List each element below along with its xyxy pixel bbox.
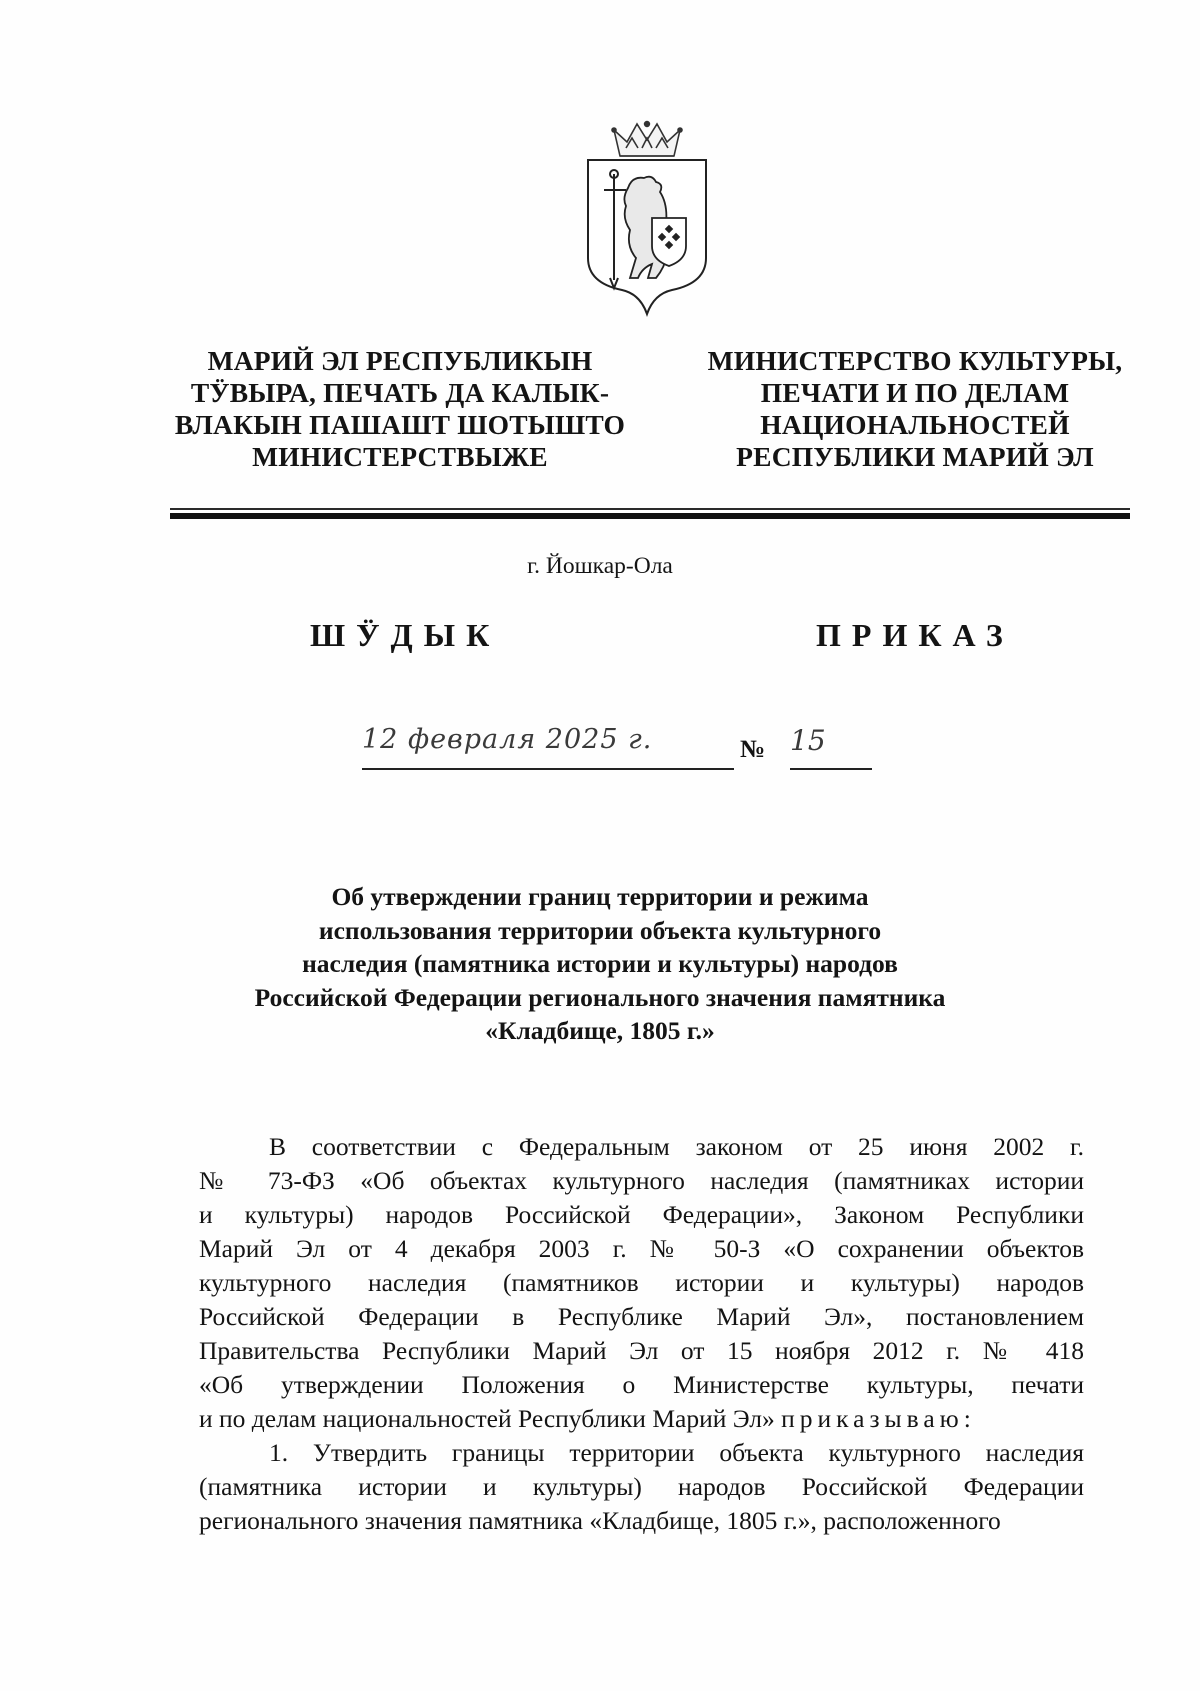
header-russian-line: РЕСПУБЛИКИ МАРИЙ ЭЛ bbox=[736, 441, 1094, 472]
header-mari-line: МАРИЙ ЭЛ РЕСПУБЛИКЫН bbox=[207, 345, 593, 376]
header-mari-line: ТӰВЫРА, ПЕЧАТЬ ДА КАЛЫК- bbox=[190, 377, 610, 408]
header-mari bbox=[165, 345, 635, 473]
body-line: (памятника истории и культуры) народов Российской Федерации bbox=[199, 1472, 1084, 1501]
city-name: г. Йошкар-Ола bbox=[527, 553, 673, 579]
body-line-with-keyword bbox=[199, 1402, 1084, 1436]
coat-of-arms-icon bbox=[582, 118, 712, 318]
order-number-handwritten: 15 bbox=[790, 724, 826, 757]
date-underline bbox=[362, 768, 734, 770]
body-line: и культуры) народов Российской Федерации», Законом Республики bbox=[199, 1200, 1084, 1229]
header-russian-line: МИНИСТЕРСТВО КУЛЬТУРЫ, bbox=[707, 345, 1123, 376]
body-line: «Об утверждении Положения о Министерстве культуры, печати bbox=[199, 1370, 1084, 1399]
title-line: использования территории объекта культурного bbox=[318, 915, 882, 945]
body-line: 1. Утвердить границы территории объекта культурного наследия bbox=[269, 1438, 1084, 1467]
header-mari-line: МИНИСТЕРСТВЫЖЕ bbox=[252, 441, 548, 472]
body-line: Российской Федерации в Республике Марий Эл», постановлением bbox=[199, 1302, 1084, 1331]
body-line: В соответствии с Федеральным законом от 25 июня 2002 г. bbox=[269, 1132, 1084, 1161]
title-line: «Кладбище, 1805 г.» bbox=[485, 1016, 715, 1045]
number-underline bbox=[790, 768, 872, 770]
order-keyword: приказываю: bbox=[781, 1404, 976, 1433]
header-divider-thick bbox=[170, 513, 1130, 519]
header-russian bbox=[695, 345, 1135, 473]
title-line: Российской Федерации регионального значения памятника bbox=[254, 982, 946, 1012]
doc-type-russian: ПРИКАЗ bbox=[816, 617, 1014, 653]
title-line: наследия (памятника истории и культуры) народов bbox=[302, 949, 898, 978]
header-russian-line: ПЕЧАТИ И ПО ДЕЛАМ bbox=[760, 377, 1070, 408]
document-title bbox=[180, 880, 1020, 1048]
body-line: № 73-ФЗ «Об объектах культурного наследия (памятниках истории bbox=[199, 1166, 1084, 1195]
header-divider-thin bbox=[170, 508, 1130, 510]
doc-type-mari: ШӰДЫК bbox=[310, 617, 501, 653]
header-mari-line: ВЛАКЫН ПАШАШТ ШОТЫШТО bbox=[174, 409, 626, 440]
document-body bbox=[199, 1130, 1084, 1538]
order-date-handwritten: 12 февраля 2025 г. bbox=[362, 724, 653, 755]
header-russian-line: НАЦИОНАЛЬНОСТЕЙ bbox=[760, 409, 1070, 440]
body-line: культурного наследия (памятников истории и культуры) народов bbox=[199, 1268, 1084, 1297]
order-date-number bbox=[362, 724, 882, 774]
number-sign: № bbox=[740, 736, 766, 763]
body-line: Правительства Республики Марий Эл от 15 ноября 2012 г. № 418 bbox=[199, 1336, 1084, 1365]
title-line: Об утверждении границ территории и режима bbox=[331, 882, 869, 911]
body-line-text: и по делам национальностей Республики Марий Эл» bbox=[199, 1404, 775, 1433]
body-line: Марий Эл от 4 декабря 2003 г. № 50-З «О сохранении объектов bbox=[199, 1234, 1084, 1263]
body-line: регионального значения памятника «Кладбище, 1805 г.», расположенного bbox=[199, 1506, 1001, 1535]
coat-of-arms-emblem bbox=[582, 118, 712, 318]
